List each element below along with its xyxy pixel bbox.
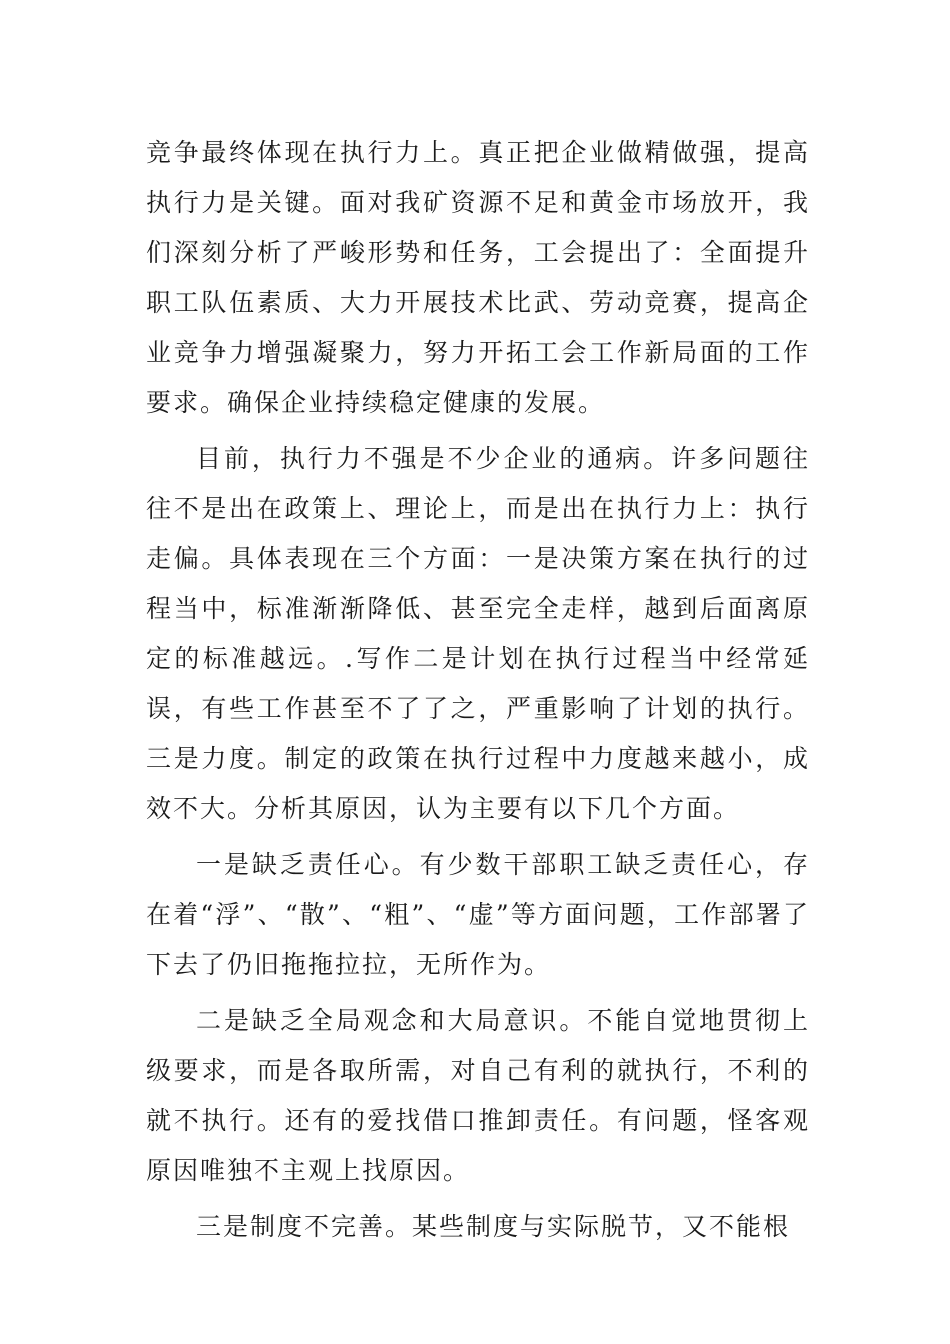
paragraph: 目前，执行力不强是不少企业的通病。许多问题往往不是出在政策上、理论上，而是出在执行力上：执行走偏。具体表现在三个方面：一是决策方案在执行的过程当中，标准渐渐降低、甚至完全走样，越到后面离原定的标准越远。.写作二是计划在执行过程当中经常延误，有些工作甚至不了了之，严重影响了计划的执行。三是力度。制定的政策在执行过程中力度越来越小，成效不大。分析其原因，认为主要有以下几个方面。 bbox=[146, 444, 810, 823]
paragraph: 二是缺乏全局观念和大局意识。不能自觉地贯彻上级要求，而是各取所需，对自己有利的就执行，不利的就不执行。还有的爱找借口推卸责任。有问题，怪客观原因唯独不主观上找原因。 bbox=[146, 1006, 810, 1185]
paragraph: 三是制度不完善。某些制度与实际脱节，又不能根 bbox=[196, 1212, 791, 1241]
document-body bbox=[146, 128, 810, 1258]
paragraph: 竞争最终体现在执行力上。真正把企业做精做强，提高执行力是关键。面对我矿资源不足和黄金市场放开，我们深刻分析了严峻形势和任务，工会提出了：全面提升职工队伍素质、大力开展技术比武、劳动竞赛，提高企业竞争力增强凝聚力，努力开拓工会工作新局面的工作要求。确保企业持续稳定健康的发展。 bbox=[146, 138, 810, 417]
paragraph: 一是缺乏责任心。有少数干部职工缺乏责任心，存在着“浮”、“散”、“粗”、“虚”等方面问题，工作部署了下去了仍旧拖拖拉拉，无所作为。 bbox=[146, 850, 810, 979]
